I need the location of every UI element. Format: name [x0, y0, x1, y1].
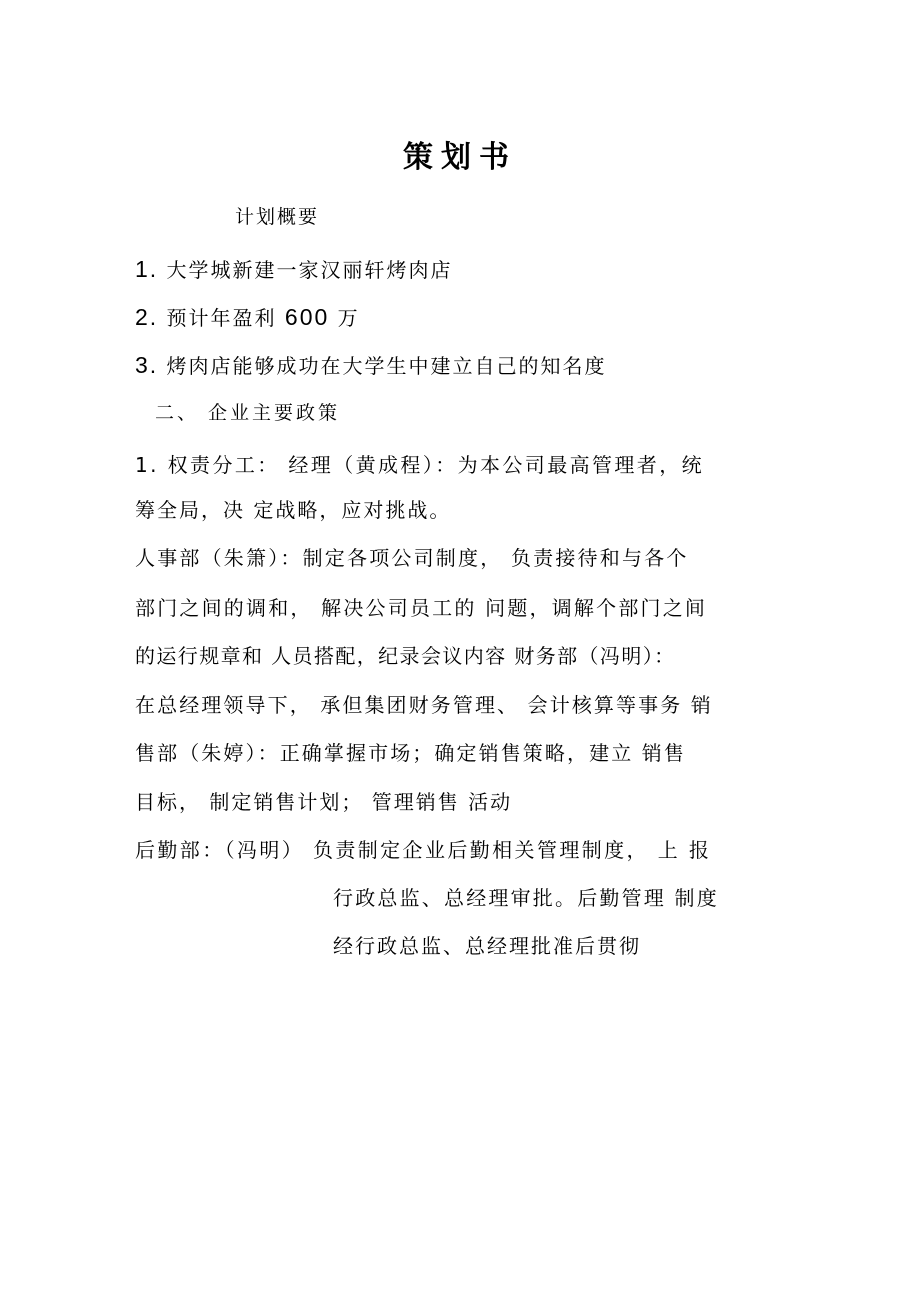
- summary-item-number: 1.: [135, 256, 159, 282]
- document-title: 策划书: [403, 140, 517, 175]
- summary-item-number: 2.: [135, 304, 159, 330]
- summary-item-text: 大学城新建一家汉丽轩烤肉店: [166, 258, 453, 282]
- summary-item-3: [135, 350, 607, 381]
- profit-unit: 万: [337, 306, 360, 330]
- body-line: 售部（朱婷）：正确掌握市场；确定销售策略，建立 销售: [135, 741, 686, 765]
- body-line: 部门之间的调和， 解决公司员工的 问题，调解个部门之间: [135, 596, 708, 620]
- body-line: 筹全局，决 定战略，应对挑战。: [135, 498, 452, 522]
- body-line: 人事部（朱箫）：制定各项公司制度， 负责接待和与各个: [135, 546, 689, 570]
- summary-item-1: [135, 254, 453, 285]
- body-line: 的运行规章和 人员搭配，纪录会议内容 财务部（冯明）：: [135, 644, 676, 668]
- summary-item-text: 预计年盈利: [166, 306, 277, 330]
- summary-item-2: [135, 302, 360, 333]
- section-heading-policy: 二、 企业主要政策: [155, 402, 341, 424]
- body-line: 1. 权责分工： 经理（黄成程）：为本公司最高管理者，统: [135, 453, 704, 477]
- body-line: 目标， 制定销售计划； 管理销售 活动: [135, 790, 513, 814]
- body-line: 后勤部：（冯明） 负责制定企业后勤相关管理制度， 上 报: [135, 838, 712, 862]
- body-line: 在总经理领导下， 承但集团财务管理、 会计核算等事务 销: [135, 693, 713, 717]
- profit-amount: 600: [284, 304, 330, 330]
- body-line: 行政总监、总经理审批。后勤管理 制度: [333, 886, 719, 910]
- summary-item-text: 烤肉店能够成功在大学生中建立自己的知名度: [166, 354, 607, 378]
- summary-heading: 计划概要: [235, 206, 320, 228]
- summary-item-number: 3.: [135, 352, 159, 378]
- body-line: 经行政总监、总经理批准后贯彻: [333, 934, 641, 958]
